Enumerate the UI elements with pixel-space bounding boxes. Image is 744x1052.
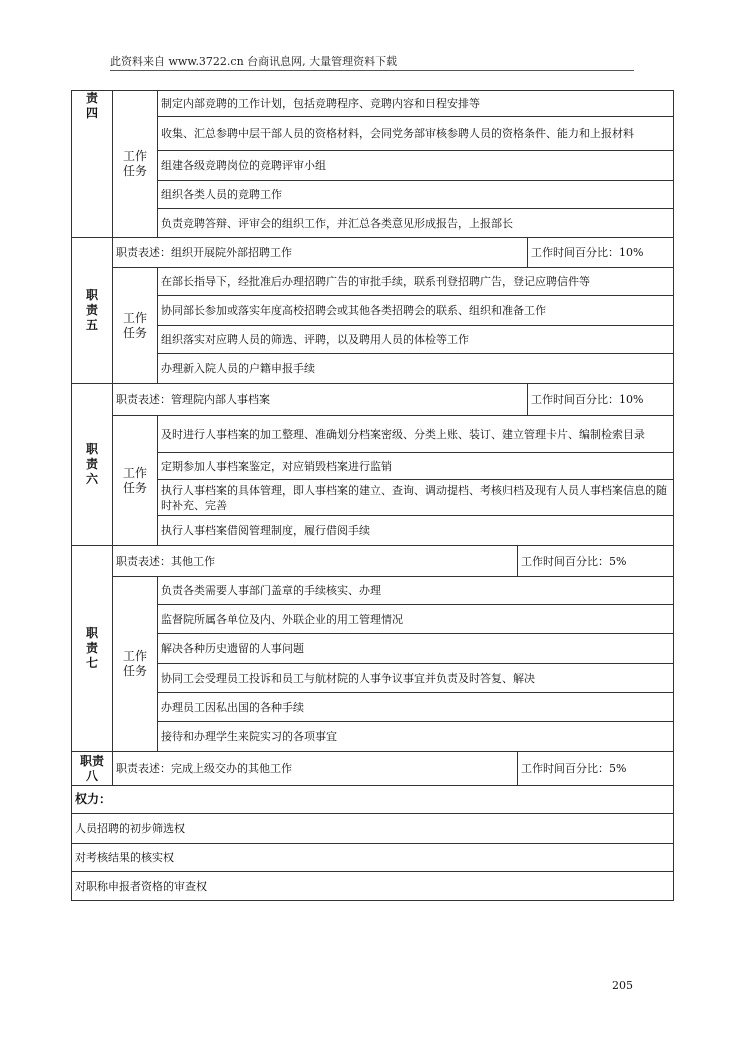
authority-item: 人员招聘的初步筛选权 <box>72 814 674 844</box>
task-item: 接待和办理学生来院实习的各项事宜 <box>158 722 674 752</box>
task-item: 解决各种历史遗留的人事问题 <box>158 634 674 664</box>
table-row <box>72 634 674 664</box>
work-task-label: 工作 任务 <box>113 416 158 546</box>
table-row <box>72 117 674 151</box>
time-percentage: 工作时间百分比：10% <box>528 238 674 268</box>
duty-table <box>71 90 674 901</box>
duty-7-label: 职 责 七 <box>72 546 113 752</box>
authority-item: 对考核结果的核实权 <box>72 844 674 872</box>
table-row <box>72 844 674 872</box>
task-item: 在部长指导下，经批准后办理招聘广告的审批手续，联系刊登招聘广告，登记应聘信件等 <box>158 268 674 296</box>
table-row <box>72 814 674 844</box>
work-task-label: 工作 任务 <box>113 91 158 238</box>
table-row <box>72 354 674 384</box>
page-header: 此资料来自 www.3722.cn 台商讯息网, 大量管理资料下载 <box>110 55 398 68</box>
task-item: 办理员工因私出国的各种手续 <box>158 693 674 722</box>
table-row <box>72 238 674 268</box>
table-row <box>72 91 674 117</box>
duty-5-label: 职 责 五 <box>72 238 113 384</box>
table-row <box>72 416 674 453</box>
table-row <box>72 546 674 577</box>
table-row <box>72 181 674 209</box>
time-percentage: 工作时间百分比：10% <box>528 384 674 416</box>
table-row <box>72 516 674 546</box>
table-row <box>72 151 674 181</box>
duty-6-label: 职 责 六 <box>72 384 113 546</box>
duty-statement: 职责表述：完成上级交办的其他工作 <box>113 752 518 786</box>
table-row <box>72 722 674 752</box>
task-item: 组建各级竞聘岗位的竞聘评审小组 <box>158 151 674 181</box>
authority-item: 对职称申报者资格的审查权 <box>72 872 674 901</box>
task-item: 协同工会受理员工投诉和员工与航材院的人事争议事宜并负责及时答复、解决 <box>158 664 674 693</box>
task-item: 办理新入院人员的户籍申报手续 <box>158 354 674 384</box>
task-item: 组织各类人员的竞聘工作 <box>158 181 674 209</box>
duty-statement: 职责表述：组织开展院外部招聘工作 <box>113 238 528 268</box>
task-item: 收集、汇总参聘中层干部人员的资格材料，会同党务部审核参聘人员的资格条件、能力和上报材料 <box>158 117 674 151</box>
page-number: 205 <box>612 979 633 992</box>
table-row <box>72 480 674 516</box>
task-item: 负责各类需要人事部门盖章的手续核实、办理 <box>158 577 674 605</box>
table-row <box>72 577 674 605</box>
time-percentage: 工作时间百分比：5% <box>518 752 674 786</box>
table-row <box>72 326 674 354</box>
task-item: 监督院所属各单位及内、外联企业的用工管理情况 <box>158 605 674 634</box>
task-item: 负责竞聘答辩、评审会的组织工作，并汇总各类意见形成报告，上报部长 <box>158 209 674 238</box>
table-row <box>72 268 674 296</box>
work-task-label: 工作 任务 <box>113 577 158 752</box>
table-row <box>72 296 674 326</box>
table-row <box>72 605 674 634</box>
table-row <box>72 664 674 693</box>
table-row <box>72 453 674 480</box>
task-item: 组织落实对应聘人员的筛选、评聘，以及聘用人员的体检等工作 <box>158 326 674 354</box>
work-task-label: 工作 任务 <box>113 268 158 384</box>
table-row <box>72 209 674 238</box>
duty-8-label: 职责 八 <box>72 752 113 786</box>
task-item: 制定内部竞聘的工作计划，包括竞聘程序、竞聘内容和日程安排等 <box>158 91 674 117</box>
time-percentage: 工作时间百分比：5% <box>518 546 674 577</box>
task-item: 定期参加人事档案鉴定，对应销毁档案进行监销 <box>158 453 674 480</box>
duty-4-label: 责 四 <box>72 91 113 238</box>
duty-statement: 职责表述：管理院内部人事档案 <box>113 384 528 416</box>
header-rule <box>110 70 634 71</box>
authority-title: 权力： <box>72 786 674 814</box>
table-row <box>72 872 674 901</box>
table-row <box>72 384 674 416</box>
task-item: 执行人事档案借阅管理制度，履行借阅手续 <box>158 516 674 546</box>
table-row <box>72 693 674 722</box>
task-item: 执行人事档案的具体管理，即人事档案的建立、查询、调动提档、考核归档及现有人员人事档案信息的随时补充、完善 <box>158 480 674 516</box>
table-row <box>72 752 674 786</box>
duty-statement: 职责表述：其他工作 <box>113 546 518 577</box>
task-item: 及时进行人事档案的加工整理、准确划分档案密级、分类上账、装订、建立管理卡片、编制检索目录 <box>158 416 674 453</box>
task-item: 协同部长参加或落实年度高校招聘会或其他各类招聘会的联系、组织和准备工作 <box>158 296 674 326</box>
table-row <box>72 786 674 814</box>
